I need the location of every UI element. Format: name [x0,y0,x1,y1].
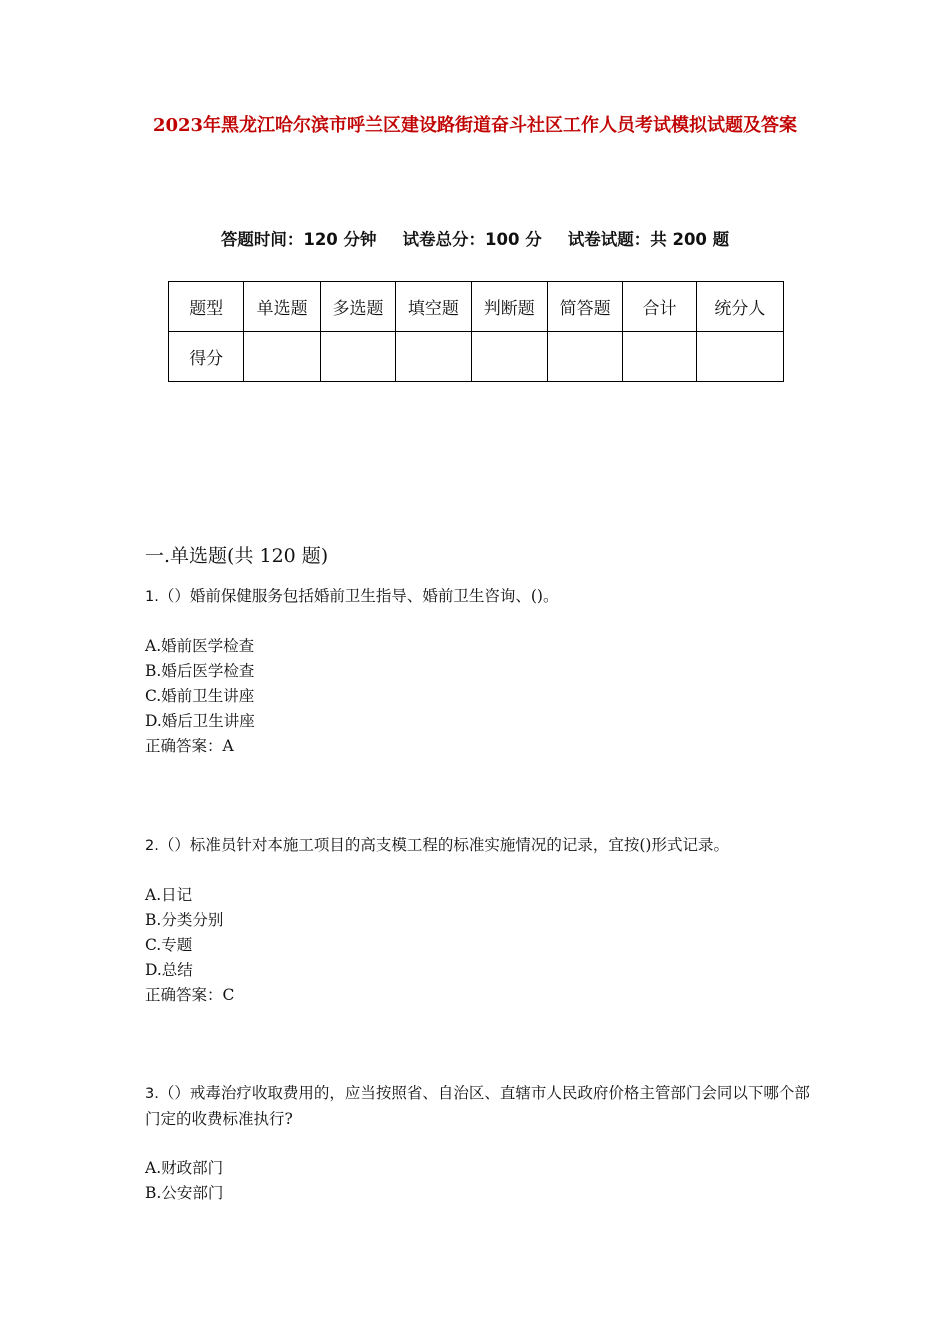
option-c: C.婚前卫生讲座 [145,687,255,705]
score-table [168,281,784,382]
row-label-score: 得分 [169,332,244,382]
score-table-score-row [169,332,784,382]
score-cell [320,332,395,382]
exam-question-count: 试卷试题：共 200 题 [567,230,730,249]
question-number: 3. [145,1086,159,1102]
question-1 [145,584,815,759]
question-number: 2. [145,838,159,854]
question-2 [145,833,815,1008]
score-cell [244,332,320,382]
score-cell [396,332,471,382]
exam-time: 答题时间：120 分钟 [220,230,377,249]
option-b: B.分类分别 [145,911,224,929]
option-d: D.总结 [145,961,193,979]
question-number: 1. [145,589,159,605]
header-cell-multi: 多选题 [320,282,395,332]
question-stem [145,584,815,610]
header-cell-single: 单选题 [244,282,320,332]
header-cell-judge: 判断题 [471,282,547,332]
correct-answer: 正确答案：C [145,986,235,1004]
correct-answer: 正确答案：A [145,737,234,755]
question-text: （）标准员针对本施工项目的高支模工程的标准实施情况的记录，宜按()形式记录。 [158,836,729,854]
header-cell-fill: 填空题 [396,282,471,332]
header-cell-total: 合计 [623,282,696,332]
score-cell [696,332,783,382]
option-d: D.婚后卫生讲座 [145,712,255,730]
header-cell-short: 简答题 [547,282,622,332]
document-title: 2023年黑龙江哈尔滨市呼兰区建设路街道奋斗社区工作人员考试模拟试题及答案 [152,115,798,136]
question-text: （）戒毒治疗收取费用的，应当按照省、自治区、直辖市人民政府价格主管部门会同以下哪个部门定的收费标准执行? [145,1084,810,1128]
question-3 [145,1081,815,1206]
question-text: （）婚前保健服务包括婚前卫生指导、婚前卫生咨询、()。 [158,587,559,605]
score-cell [471,332,547,382]
question-stem [145,1081,815,1132]
option-b: B.公安部门 [145,1184,224,1202]
option-b: B.婚后医学检查 [145,662,255,680]
score-cell [547,332,622,382]
option-a: A.婚前医学检查 [145,637,255,655]
exam-info [0,226,950,250]
question-stem [145,833,815,859]
option-a: A.日记 [145,886,193,904]
score-cell [623,332,696,382]
section-title: 一.单选题(共 120 题) [145,545,329,567]
header-cell-scorer: 统分人 [696,282,783,332]
exam-total-score: 试卷总分：100 分 [402,230,542,249]
header-cell-type: 题型 [169,282,244,332]
option-a: A.财政部门 [145,1159,224,1177]
option-c: C.专题 [145,936,193,954]
score-table-header-row [169,282,784,332]
